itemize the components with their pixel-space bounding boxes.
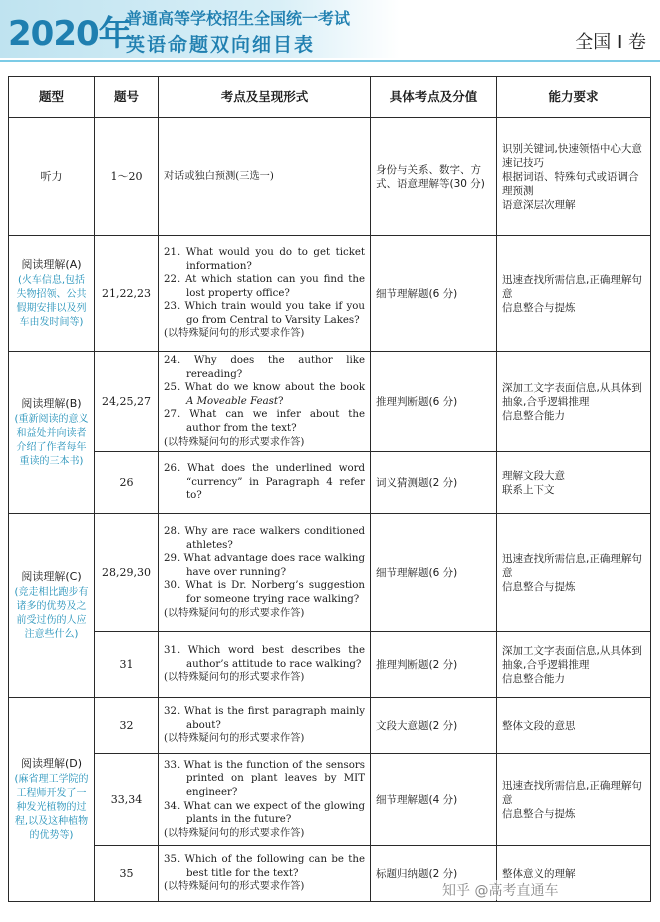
number-cell: 33,34: [95, 754, 159, 846]
detail-cell: 词义猜测题(2 分): [371, 452, 497, 514]
form-cell: [159, 352, 371, 452]
detail-cell: 文段大意题(2 分): [371, 698, 497, 754]
ability-cell: [497, 754, 651, 846]
question-22: 22. At which station can you find the lost property office?: [164, 274, 365, 299]
table-row: [9, 698, 651, 754]
number-cell: 26: [95, 452, 159, 514]
detail-cell: 身份与关系、数字、方式、语意理解等(30 分): [371, 118, 497, 236]
ability-text: 整体意义的理解: [502, 867, 576, 880]
watermark: 知乎 @高考直通车: [440, 880, 560, 900]
type-cell: [9, 118, 95, 236]
number-cell: 35: [95, 846, 159, 902]
question-25-end: ?: [278, 395, 284, 407]
ability-cell: [497, 352, 651, 452]
detail-cell: 细节理解题(4 分): [371, 754, 497, 846]
answer-format-note: (以特殊疑问句的形式要求作答): [164, 328, 305, 340]
page-header: [0, 0, 660, 62]
type-label: 听力: [40, 169, 63, 183]
type-label: 阅读理解(A): [21, 257, 82, 271]
ability-text: 理解文段大意 联系上下文: [502, 469, 565, 496]
form-cell: 对话或独白预测(三选一): [159, 118, 371, 236]
answer-format-note: (以特殊疑问句的形式要求作答): [164, 436, 305, 448]
header-ability: 能力要求: [497, 77, 651, 118]
number-cell: 32: [95, 698, 159, 754]
number-cell: 1～20: [95, 118, 159, 236]
type-cell: [9, 236, 95, 352]
ability-text: 识别关键词,快速领悟中心大意 速记技巧 根据词语、特殊句式或语调合理预测 语意深层次理解: [502, 142, 642, 211]
form-cell: [159, 236, 371, 352]
form-cell: [159, 632, 371, 698]
type-cell: [9, 514, 95, 698]
type-label: 阅读理解(C): [21, 569, 82, 583]
header-title: 英语命题双向细目表: [126, 34, 316, 56]
table-row: [9, 452, 651, 514]
question-25-text: 25. What do we know about the book: [164, 382, 365, 394]
header-type: 题型: [9, 77, 95, 118]
question-33: 33. What is the function of the sensors printed on plant leaves by MIT engineer?: [164, 759, 365, 799]
paper-label: 全国 I 卷: [575, 32, 646, 53]
ability-text: 迅速查找所需信息,正确理解句意 信息整合与提炼: [502, 552, 642, 593]
header-form: 考点及呈现形式: [159, 77, 371, 118]
detail-cell: 细节理解题(6 分): [371, 514, 497, 632]
type-note: (麻省理工学院的工程师开发了一种发光植物的过程,以及这种植物的优势等): [14, 773, 89, 841]
form-cell: [159, 452, 371, 514]
type-note: (竞走相比跑步有诸多的优势及之前受过伤的人应注意些什么): [14, 586, 89, 640]
question-28: 28. Why are race walkers conditioned athletes?: [164, 526, 365, 551]
ability-text: 迅速查找所需信息,正确理解句意 信息整合与提炼: [502, 779, 642, 820]
number-cell: 21,22,23: [95, 236, 159, 352]
question-32: 32. What is the first paragraph mainly about?: [164, 706, 365, 731]
table-row: [9, 352, 651, 452]
question-29: 29. What advantage does race walking have over running?: [164, 553, 365, 578]
ability-cell: [497, 698, 651, 754]
answer-format-note: (以特殊疑问句的形式要求作答): [164, 672, 305, 684]
header-number: 题号: [95, 77, 159, 118]
ability-cell: [497, 118, 651, 236]
type-label: 阅读理解(B): [21, 396, 82, 410]
question-31: 31. Which word best describes the author’s attitude to race walking?: [164, 645, 365, 670]
ability-text: 深加工文字表面信息,从具体到抽象,合乎逻辑推理 信息整合能力: [502, 644, 642, 685]
form-cell: [159, 698, 371, 754]
detail-cell: 推理判断题(2 分): [371, 632, 497, 698]
ability-cell: [497, 514, 651, 632]
table-row: [9, 236, 651, 352]
ability-cell: [497, 452, 651, 514]
header-year: 2020年: [8, 14, 132, 54]
question-25: [164, 381, 365, 408]
form-cell: [159, 754, 371, 846]
table-header-row: [9, 77, 651, 118]
question-24: 24. Why does the author like rereading?: [164, 355, 365, 380]
number-cell: 24,25,27: [95, 352, 159, 452]
number-cell: 28,29,30: [95, 514, 159, 632]
ability-cell: [497, 236, 651, 352]
question-21: 21. What would you do to get ticket information?: [164, 246, 365, 272]
type-note: (火车信息,包括失物招领、公共假期安排以及列车由发时间等): [16, 274, 87, 328]
table-row: [9, 514, 651, 632]
number-cell: 31: [95, 632, 159, 698]
type-note: (重新阅读的意义和益处并向读者介绍了作者每年重读的三本书): [14, 413, 89, 467]
spec-table: [8, 76, 651, 902]
question-26: 26. What does the underlined word “currency” in Paragraph 4 refer to?: [164, 463, 365, 502]
answer-format-note: (以特殊疑问句的形式要求作答): [164, 733, 305, 745]
answer-format-note: (以特殊疑问句的形式要求作答): [164, 607, 305, 619]
form-cell: [159, 514, 371, 632]
type-cell: [9, 352, 95, 514]
header-detail: 具体考点及分值: [371, 77, 497, 118]
question-23: 23. Which train would you take if you go from Central to Varsity Lakes?: [164, 301, 365, 326]
ability-cell: [497, 632, 651, 698]
table-row: [9, 754, 651, 846]
question-30: 30. What is Dr. Norberg’s suggestion for someone trying race walking?: [164, 580, 365, 606]
table-row: [9, 118, 651, 236]
answer-format-note: (以特殊疑问句的形式要求作答): [164, 881, 305, 893]
type-label: 阅读理解(D): [20, 756, 83, 770]
ability-text: 迅速查找所需信息,正确理解句意 信息整合与提炼: [502, 273, 642, 314]
header-rule: [0, 60, 660, 62]
header-subtitle: 普通高等学校招生全国统一考试: [126, 9, 351, 28]
book-title: A Moveable Feast: [186, 395, 279, 407]
answer-format-note: (以特殊疑问句的形式要求作答): [164, 827, 305, 839]
detail-cell: 推理判断题(6 分): [371, 352, 497, 452]
detail-cell: 标题归纳题(2 分): [371, 846, 497, 902]
question-35: 35. Which of the following can be the best title for the text?: [164, 854, 365, 879]
detail-cell: 细节理解题(6 分): [371, 236, 497, 352]
ability-text: 整体文段的意思: [502, 719, 576, 732]
form-cell: [159, 846, 371, 902]
ability-text: 深加工文字表面信息,从具体到抽象,合乎逻辑推理 信息整合能力: [502, 381, 642, 422]
type-cell: [9, 698, 95, 902]
question-34: 34. What can we expect of the glowing plants in the future?: [164, 800, 365, 826]
table-row: [9, 632, 651, 698]
question-27: 27. What can we infer about the author from the text?: [164, 409, 365, 434]
